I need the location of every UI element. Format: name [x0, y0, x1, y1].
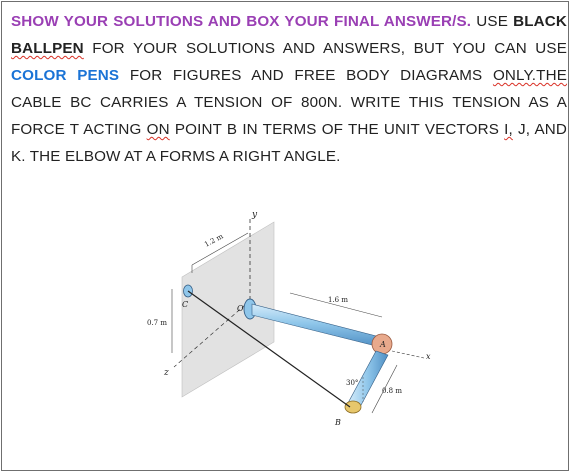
point-o-label: O	[237, 304, 244, 313]
dimension-label-1-6: 1.6 m	[328, 296, 348, 304]
x-axis-line	[392, 351, 424, 358]
problem-statement-i: I,	[504, 121, 513, 138]
x-axis-label: x	[426, 352, 431, 361]
problem-frame	[1, 1, 569, 471]
angle-label: 30°	[346, 379, 359, 387]
dimension-label-1-2: 1.2 m	[203, 232, 225, 249]
instruction-only-the: ONLY.THE	[492, 67, 568, 84]
instruction-use: USE	[476, 13, 508, 30]
instruction-color: COLOR	[11, 67, 67, 84]
problem-statement-part3: J, AND K. THE ELBOW AT A FORMS A RIGHT ANGLE.	[11, 121, 567, 165]
instruction-for-figures: FOR FIGURES AND FREE BODY DIAGRAMS	[129, 67, 483, 84]
instruction-show-solutions: SHOW YOUR SOLUTIONS AND BOX YOUR FINAL ANSWER/S.	[11, 13, 472, 30]
dimension-label-0-8: 0.8 m	[382, 387, 402, 395]
z-axis-label: z	[164, 368, 169, 378]
point-c-label: C	[182, 300, 189, 309]
instruction-ballpen: BALLPEN	[11, 40, 84, 57]
point-b-label: B	[335, 418, 341, 427]
problem-statement-part2: POINT B IN TERMS OF THE UNIT VECTORS	[174, 121, 500, 138]
end-b	[345, 401, 361, 413]
instruction-for-solutions: FOR YOUR SOLUTIONS AND ANSWERS, BUT YOU CAN USE	[92, 40, 567, 57]
pipe-cable-figure	[142, 207, 442, 432]
instruction-pens: PENS	[77, 67, 120, 84]
point-a-label: A	[380, 340, 386, 349]
dimension-label-0-7: 0.7 m	[147, 319, 167, 327]
problem-text	[11, 8, 567, 170]
instruction-black: BLACK	[513, 13, 568, 30]
y-axis-label: y	[252, 210, 258, 220]
problem-statement-on: ON	[146, 121, 170, 138]
problem-statement-part1: CABLE BC CARRIES A TENSION OF 800N. WRITE THIS TENSION AS A FORCE T ACTING	[11, 94, 567, 138]
